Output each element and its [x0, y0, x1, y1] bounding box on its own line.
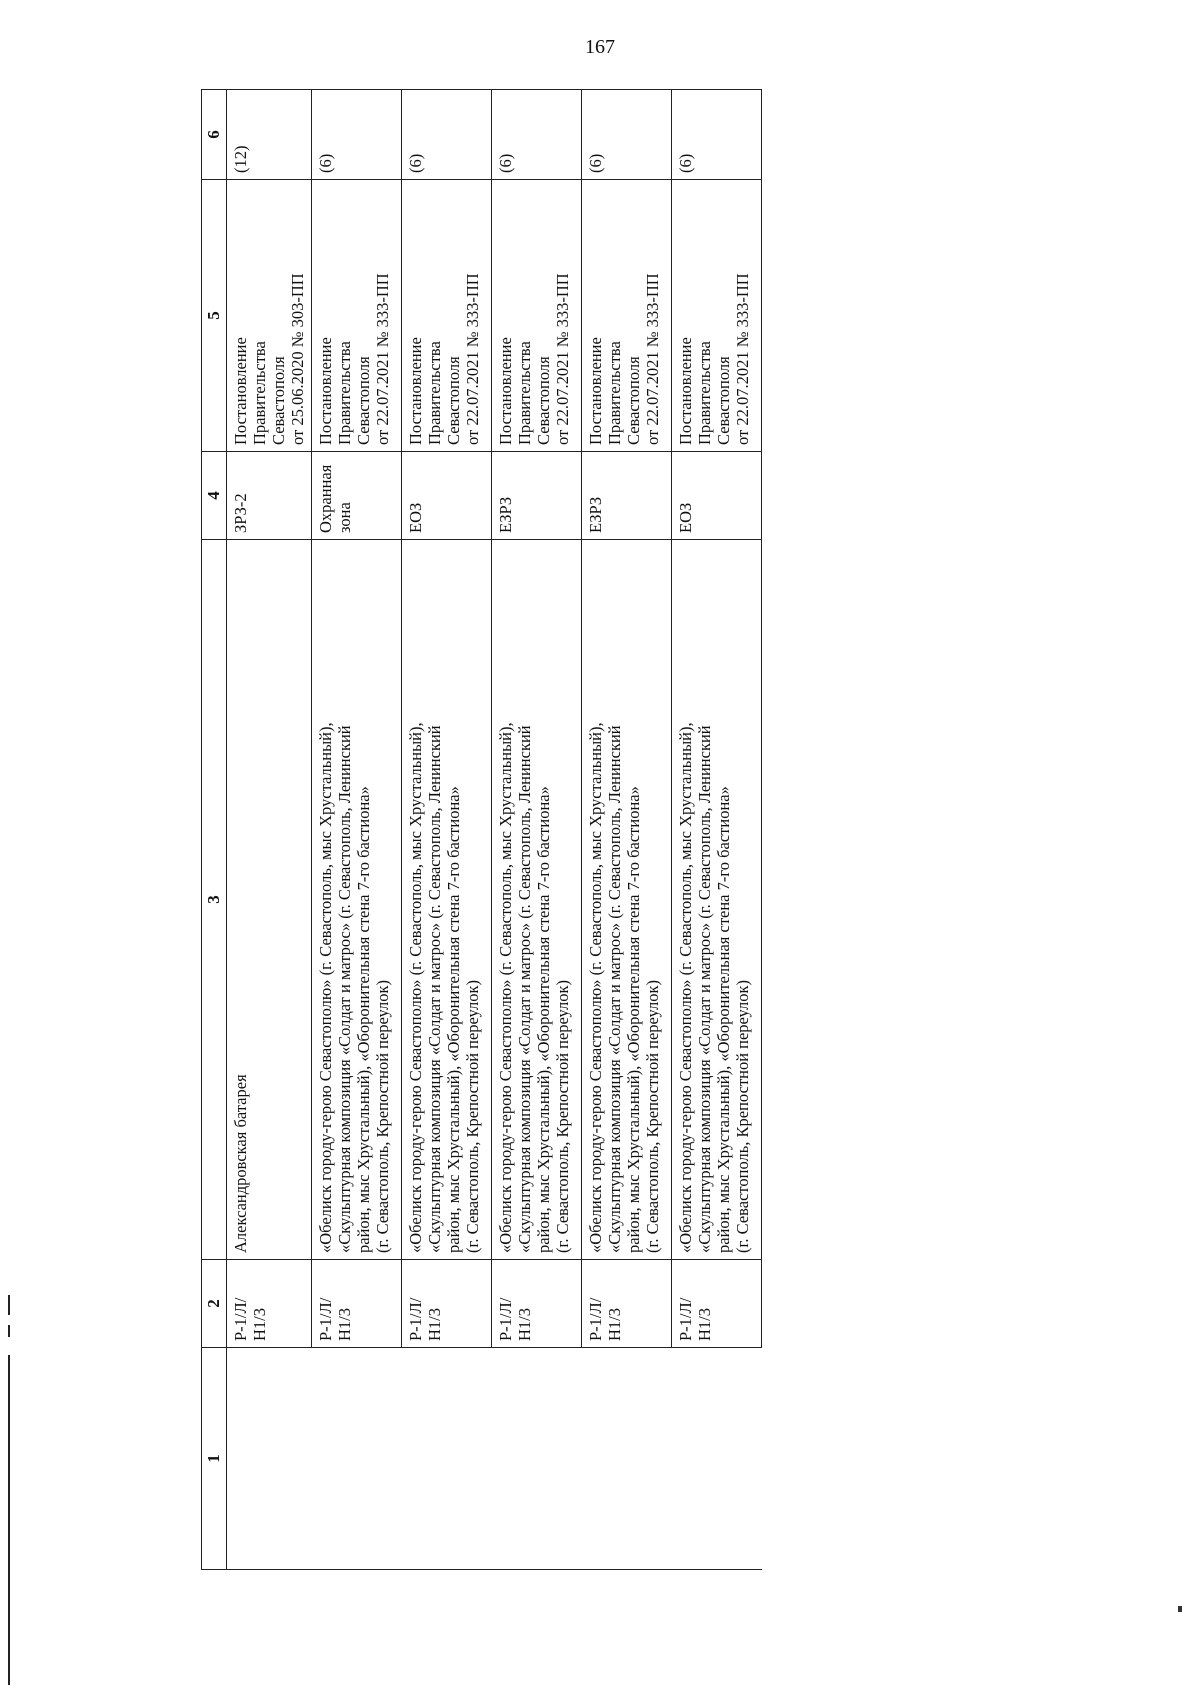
cell-col1: [582, 1348, 672, 1570]
cell-object-name: «Обелиск городу-герою Севастополю» (г. Севастополь, мыс Хрустальный), «Скульптурная композиция «Солдат и матрос» (г. Севастополь, Ленинский район, мыс Хрустальный), «Оборонительная стена 7-го бастиона» (г. Севастополь, Крепостной переулок): [672, 540, 762, 1260]
table-row: [402, 90, 492, 1570]
scan-edge-mark: [8, 1325, 10, 1337]
cell-zone-type: ЕОЗ: [402, 452, 492, 540]
cell-zone-type: ЗРЗ-2: [227, 452, 312, 540]
cell-object-name: «Обелиск городу-герою Севастополю» (г. Севастополь, мыс Хрустальный), «Скульптурная композиция «Солдат и матрос» (г. Севастополь, Ленинский район, мыс Хрустальный), «Оборонительная стена 7-го бастиона» (г. Севастополь, Крепостной переулок): [402, 540, 492, 1260]
scan-edge-mark: [8, 1295, 10, 1315]
cell-note: (12): [227, 90, 312, 180]
cell-code: Р-1/Л/Н1/3: [402, 1260, 492, 1348]
cell-document: Постановление Правительства Севастополя от 22.07.2021 № 333-ПП: [402, 180, 492, 452]
cell-note: (6): [492, 90, 582, 180]
header-col-1: 1: [202, 1348, 227, 1570]
cell-note: (6): [582, 90, 672, 180]
cell-object-name: «Обелиск городу-герою Севастополю» (г. Севастополь, мыс Хрустальный), «Скульптурная композиция «Солдат и матрос» (г. Севастополь, Ленинский район, мыс Хрустальный), «Оборонительная стена 7-го бастиона» (г. Севастополь, Крепостной переулок): [492, 540, 582, 1260]
cell-col1: [672, 1348, 762, 1570]
table-row: [312, 90, 402, 1570]
cell-document: Постановление Правительства Севастополя от 25.06.2020 № 303-ПП: [227, 180, 312, 452]
cell-document: Постановление Правительства Севастополя от 22.07.2021 № 333-ПП: [312, 180, 402, 452]
cell-object-name: Александровская батарея: [227, 540, 312, 1260]
table-header-row: [202, 90, 227, 1570]
header-col-5: 5: [202, 180, 227, 452]
scan-edge-mark: [8, 1355, 10, 1685]
cell-zone-type: Охранная зона: [312, 452, 402, 540]
register-table: [201, 89, 762, 1570]
cell-col1: [492, 1348, 582, 1570]
table-row: [672, 90, 762, 1570]
cell-note: (6): [402, 90, 492, 180]
table-row: [227, 90, 312, 1570]
cell-zone-type: ЕЗРЗ: [582, 452, 672, 540]
cell-zone-type: ЕЗРЗ: [492, 452, 582, 540]
rotated-table-wrapper: [201, 90, 801, 1570]
header-col-6: 6: [202, 90, 227, 180]
header-col-4: 4: [202, 452, 227, 540]
cell-code: Р-1/Л/Н1/3: [582, 1260, 672, 1348]
cell-document: Постановление Правительства Севастополя от 22.07.2021 № 333-ПП: [582, 180, 672, 452]
header-col-2: 2: [202, 1260, 227, 1348]
cell-document: Постановление Правительства Севастополя от 22.07.2021 № 333-ПП: [492, 180, 582, 452]
cell-code: Р-1/Л/Н1/3: [672, 1260, 762, 1348]
cell-code: Р-1/Л/Н1/3: [227, 1260, 312, 1348]
cell-note: (6): [312, 90, 402, 180]
table-row: [582, 90, 672, 1570]
page-number: 167: [585, 36, 615, 58]
cell-col1: [402, 1348, 492, 1570]
scan-dot: [1178, 1606, 1182, 1612]
table-row: [492, 90, 582, 1570]
header-col-3: 3: [202, 540, 227, 1260]
cell-note: (6): [672, 90, 762, 180]
cell-document: Постановление Правительства Севастополя от 22.07.2021 № 333-ПП: [672, 180, 762, 452]
cell-object-name: «Обелиск городу-герою Севастополю» (г. Севастополь, мыс Хрустальный), «Скульптурная композиция «Солдат и матрос» (г. Севастополь, Ленинский район, мыс Хрустальный), «Оборонительная стена 7-го бастиона» (г. Севастополь, Крепостной переулок): [582, 540, 672, 1260]
cell-col1: [227, 1348, 312, 1570]
cell-col1: [312, 1348, 402, 1570]
cell-code: Р-1/Л/Н1/3: [492, 1260, 582, 1348]
cell-code: Р-1/Л/Н1/3: [312, 1260, 402, 1348]
cell-object-name: «Обелиск городу-герою Севастополю» (г. Севастополь, мыс Хрустальный), «Скульптурная композиция «Солдат и матрос» (г. Севастополь, Ленинский район, мыс Хрустальный), «Оборонительная стена 7-го бастиона» (г. Севастополь, Крепостной переулок): [312, 540, 402, 1260]
cell-zone-type: ЕОЗ: [672, 452, 762, 540]
